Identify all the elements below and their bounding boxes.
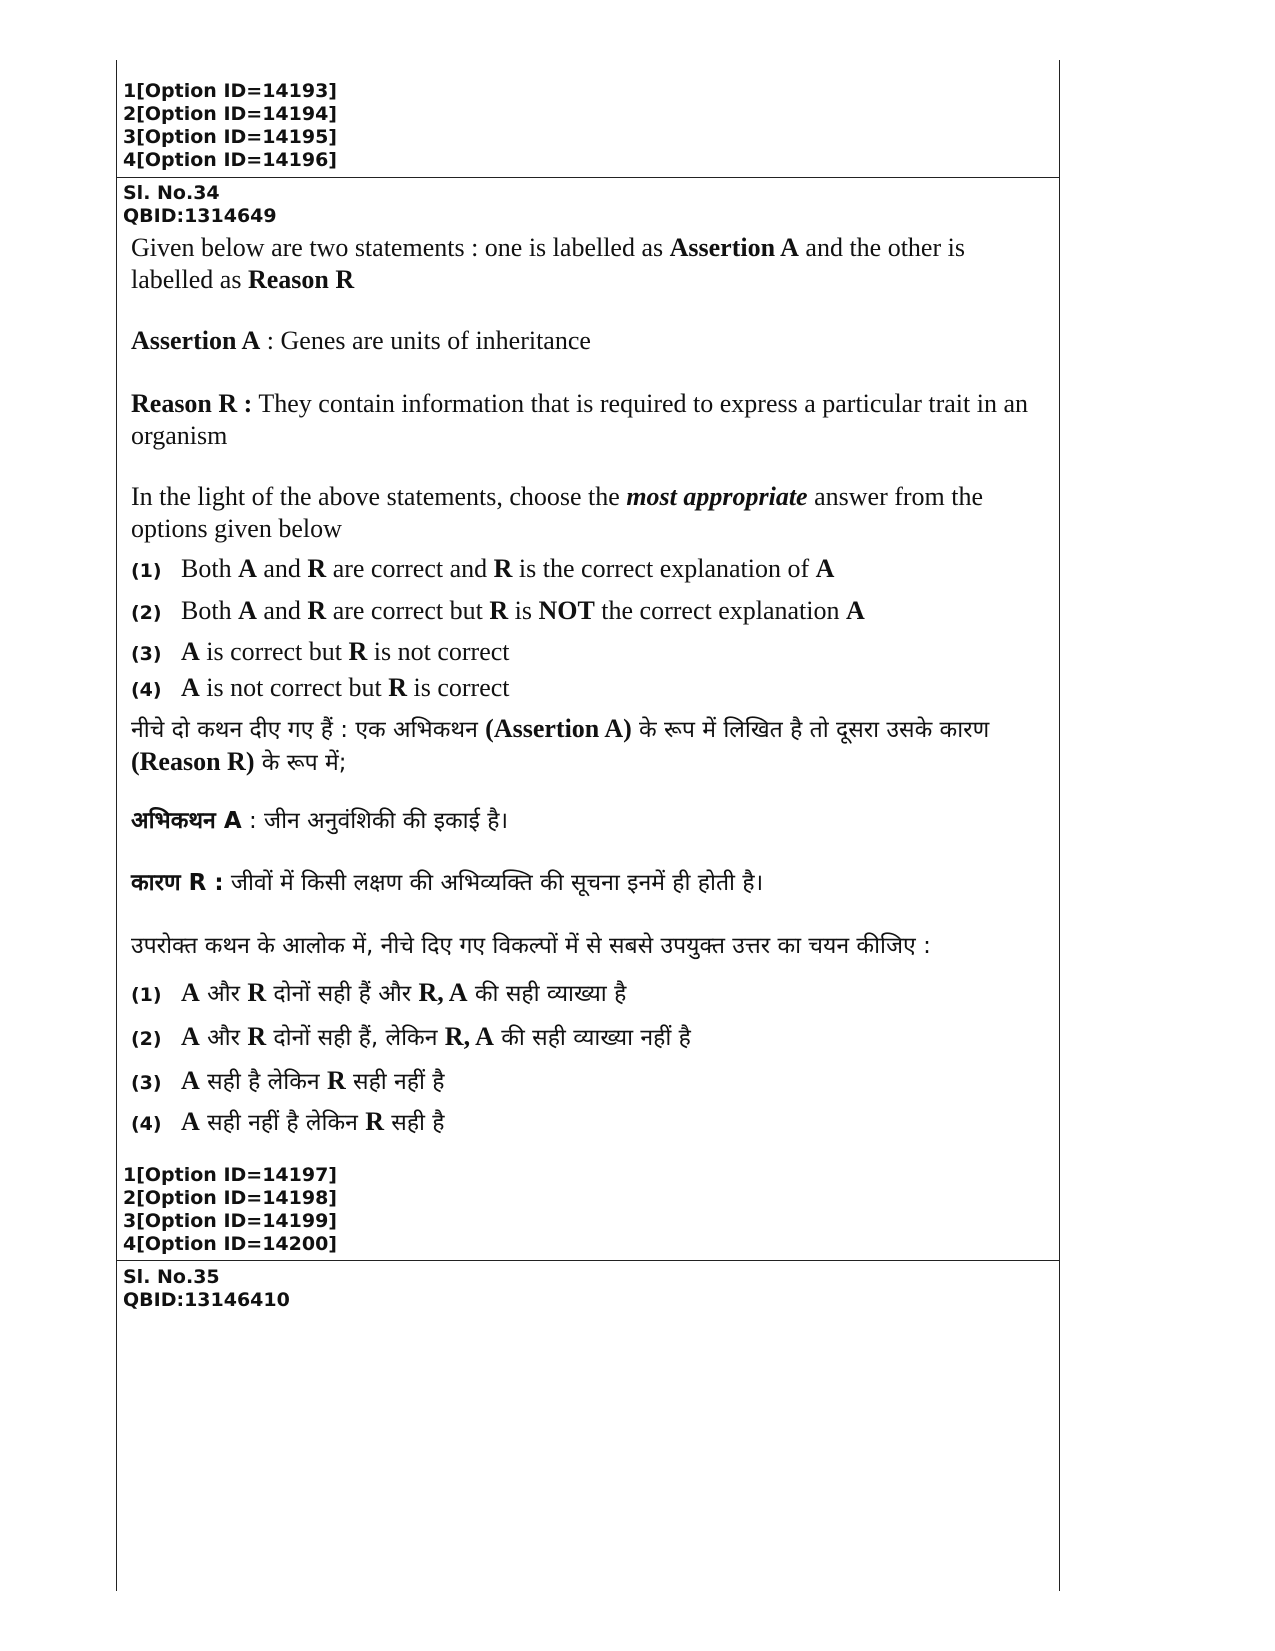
serial-number: Sl. No.34 — [123, 182, 220, 204]
assertion-label: Assertion A — [131, 326, 261, 355]
option-id: 2[Option ID=14194] — [123, 103, 337, 125]
hindi-reason-label: कारण R : — [131, 870, 224, 896]
option-hi-2: (2) A और R दोनों सही हैं, लेकिन R, A की सही व्याख्या नहीं है — [131, 1022, 691, 1051]
divider — [117, 177, 1059, 178]
english-intro: Given below are two statements : one is labelled as Assertion A and the other is labelled as Reason R — [131, 233, 965, 294]
assertion-statement: Assertion A : Genes are units of inheritance — [131, 326, 591, 355]
option-id: 1[Option ID=14197] — [123, 1164, 337, 1186]
reason-statement: Reason R : They contain information that is required to express a particular trait in an organism — [131, 389, 1029, 450]
option-hi-3: (3) A सही है लेकिन R सही नहीं है — [131, 1066, 445, 1095]
qbid: QBID:13146410 — [123, 1289, 290, 1311]
hindi-intro: नीचे दो कथन दीए गए हैं : एक अभिकथन (Assertion A) के रूप में लिखित है तो दूसरा उसके कारण (Reason R) के रूप में; — [131, 714, 990, 776]
option-id: 4[Option ID=14200] — [123, 1233, 337, 1255]
option-id: 3[Option ID=14195] — [123, 126, 337, 148]
qbid: QBID:1314649 — [123, 205, 277, 227]
question-header — [123, 182, 277, 228]
option-id: 3[Option ID=14199] — [123, 1210, 337, 1232]
question-frame — [116, 60, 1060, 1591]
option-en-3: (3) A is correct but R is not correct — [131, 637, 510, 666]
option-id: 1[Option ID=14193] — [123, 80, 337, 102]
question-header — [123, 1266, 290, 1312]
instruction: In the light of the above statements, choose the most appropriate answer from the options given below — [131, 482, 984, 543]
option-id: 2[Option ID=14198] — [123, 1187, 337, 1209]
top-option-ids — [123, 80, 337, 172]
option-id: 4[Option ID=14196] — [123, 149, 337, 171]
hindi-assertion-label: अभिकथन A — [131, 808, 242, 834]
option-hi-1: (1) A और R दोनों सही हैं और R, A की सही व्याख्या है — [131, 978, 627, 1007]
reason-label: Reason R : — [131, 389, 253, 418]
hindi-reason: कारण R : जीवों में किसी लक्षण की अभिव्यक्ति की सूचना इनमें ही होती है। — [131, 870, 764, 896]
option-hi-4: (4) A सही नहीं है लेकिन R सही है — [131, 1107, 445, 1136]
option-en-4: (4) A is not correct but R is correct — [131, 673, 510, 702]
option-en-1: (1) Both A and R are correct and R is the correct explanation of A — [131, 554, 835, 583]
option-en-2: (2) Both A and R are correct but R is NOT the correct explanation A — [131, 596, 865, 625]
hindi-assertion: अभिकथन A : जीन अनुवंशिकी की इकाई है। — [131, 808, 509, 834]
q34-option-ids — [123, 1164, 337, 1256]
serial-number: Sl. No.35 — [123, 1266, 220, 1288]
divider — [117, 1260, 1059, 1261]
hindi-instruction: उपरोक्त कथन के आलोक में, नीचे दिए गए विकल्पों में से सबसे उपयुक्त उत्तर का चयन कीजिए : — [131, 933, 931, 959]
